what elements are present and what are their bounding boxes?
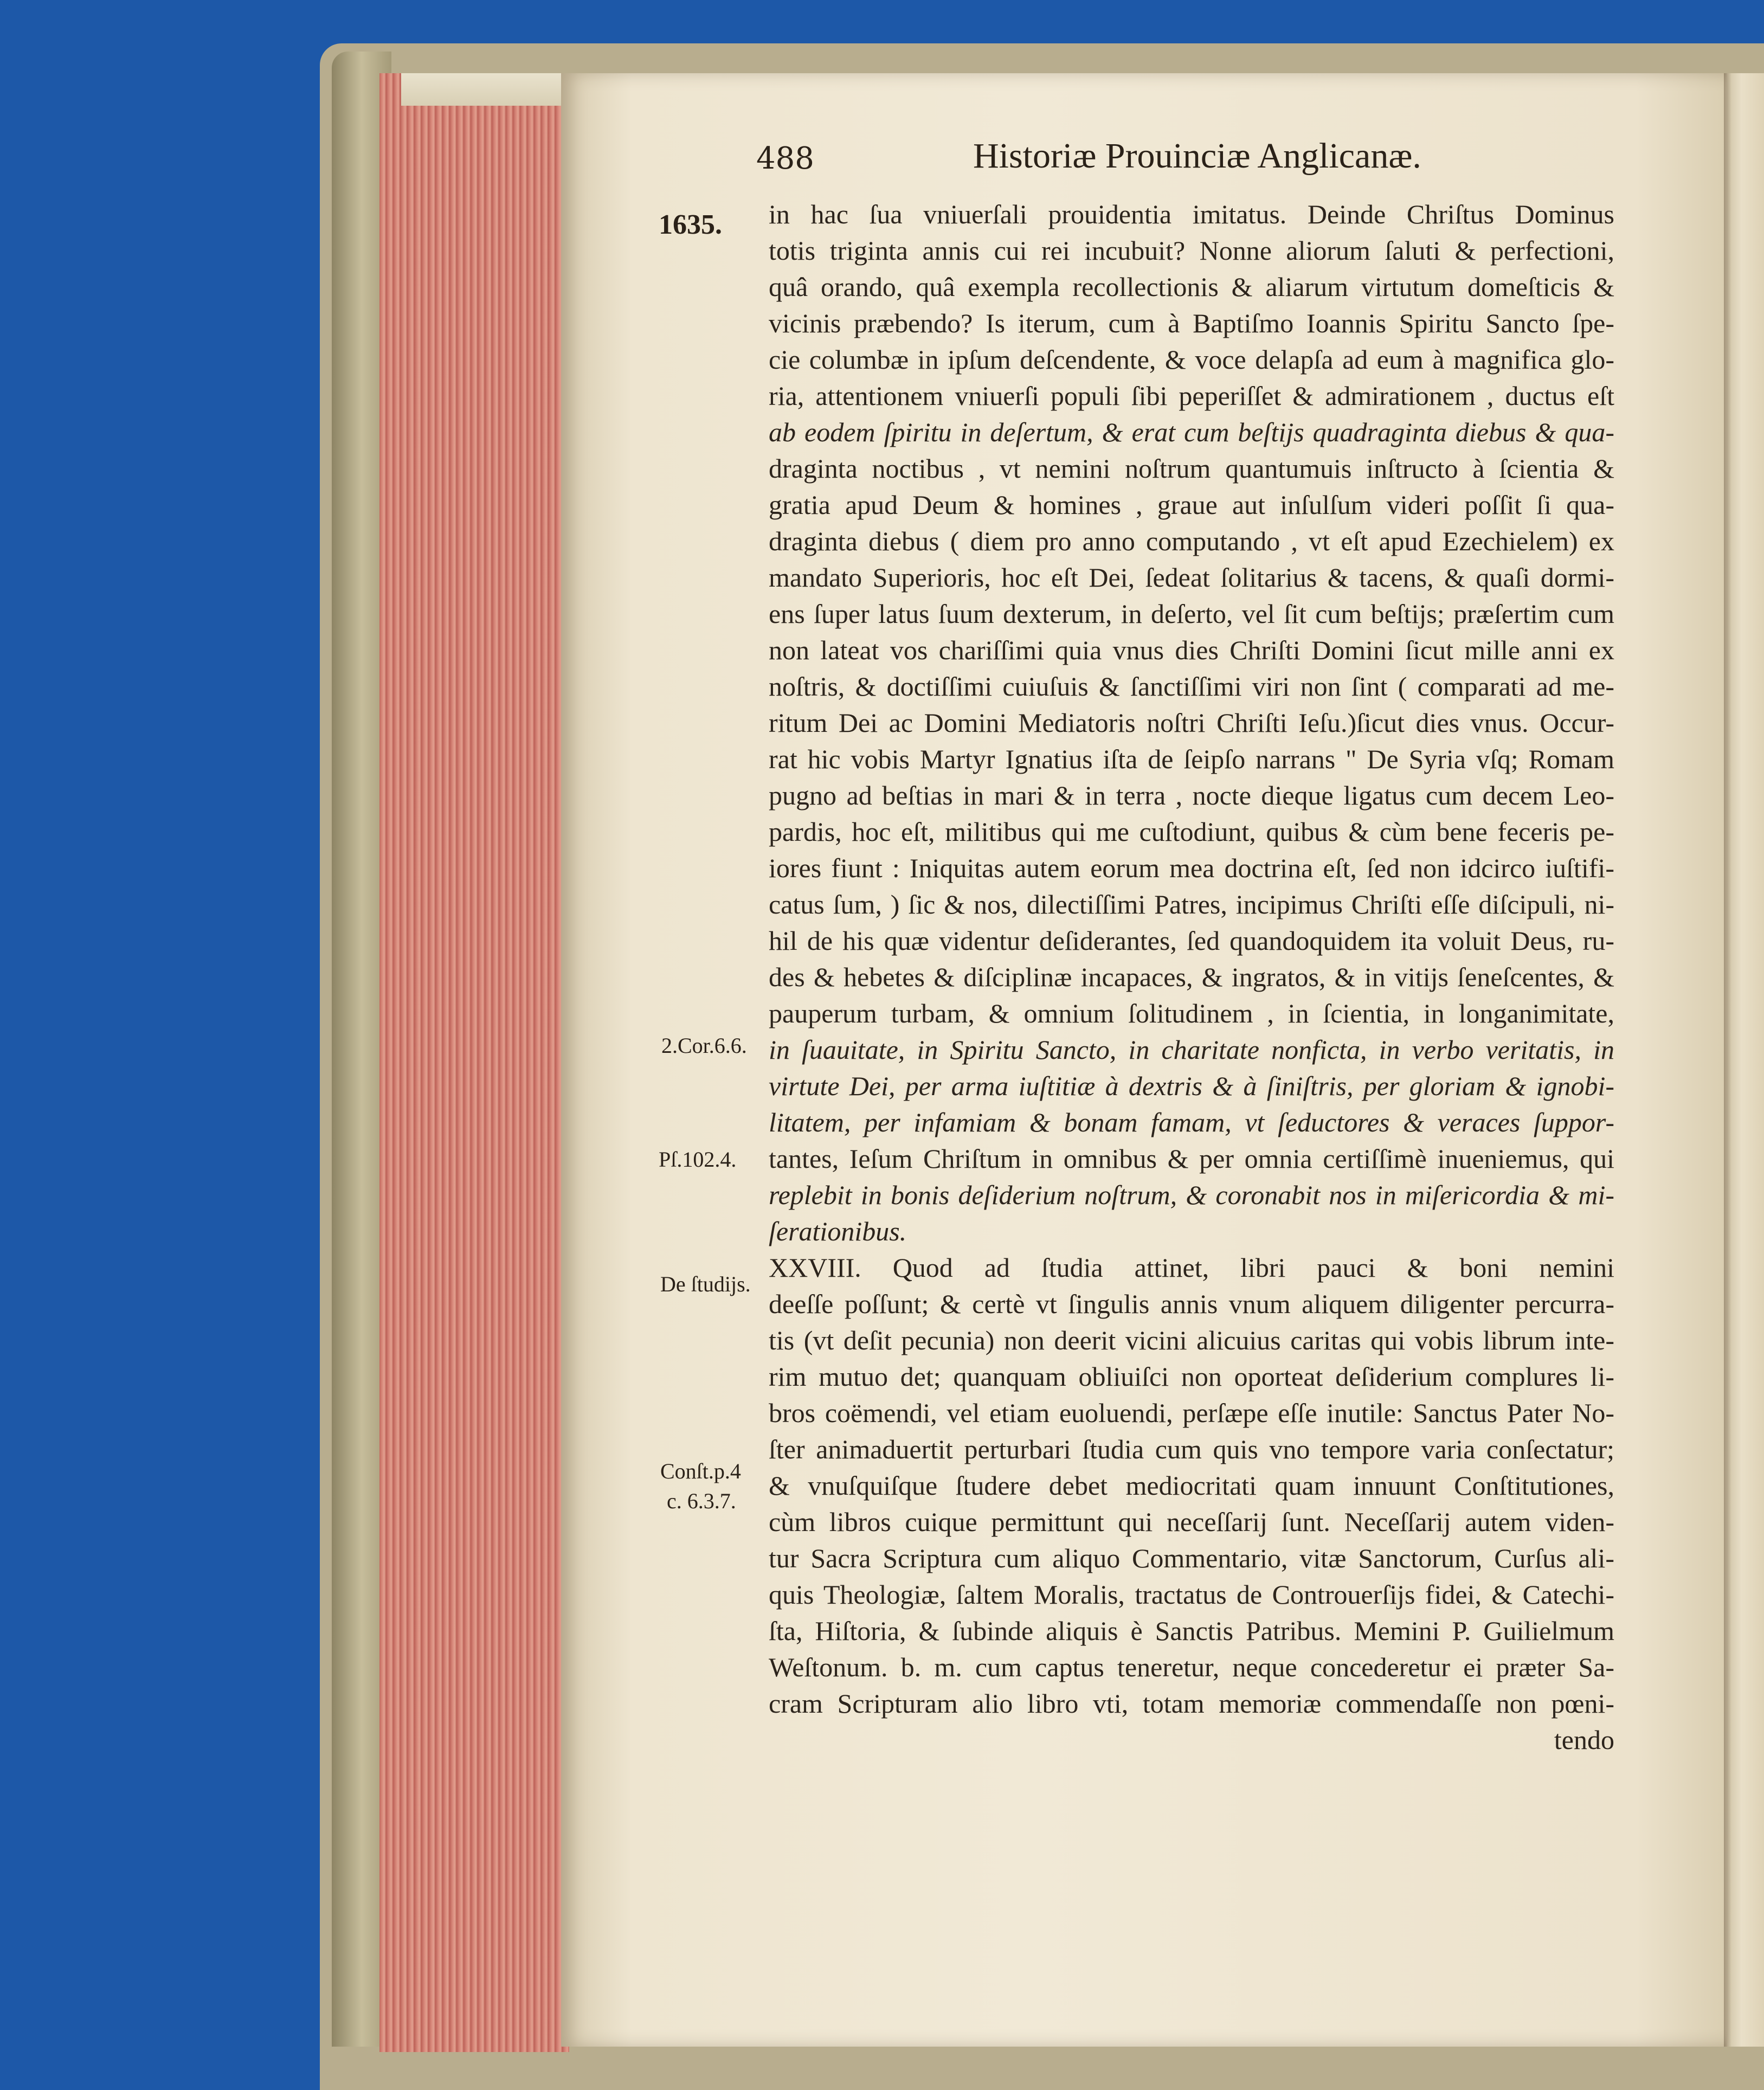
text-line: cram Scripturam alio libro vti, totam memoriæ commendaſſe non pœni- [769, 1688, 1614, 1719]
page-number: 488 [756, 141, 814, 176]
text-line: pugno ad beſtias in mari & in terra , nocte dieque ligatus cum decem Leo- [769, 780, 1614, 811]
text-line: tantes, Ieſum Chriſtum in omnibus & per omnia certiſſimè inueniemus, qui [769, 1143, 1614, 1174]
margin-year: 1635. [659, 209, 722, 240]
margin-note-const-1: Conſt.p.4 [660, 1459, 741, 1483]
text-line: vicinis præbendo? Is iterum, cum à Baptiſmo Ioannis Spiritu Sancto ſpe- [769, 308, 1614, 338]
text-line: cùm libros cuique permittunt qui neceſſarij ſunt. Neceſſarij autem viden- [769, 1507, 1614, 1537]
text-line: totis triginta annis cui rei incubuit? Nonne aliorum ſaluti & perfectioni, [769, 235, 1614, 266]
text-line: ſerationibus. [769, 1216, 907, 1246]
text-line: tis (vt deſit pecunia) non deerit vicini alicuius caritas qui vobis librum inte- [769, 1325, 1614, 1355]
text-line: virtute Dei, per arma iuſtitiæ à dextris & à ſiniſtris, per gloriam & ignobi- [769, 1071, 1614, 1101]
text-line: ritum Dei ac Domini Mediatoris noſtri Chriſti Ieſu.)ſicut dies vnus. Occur- [769, 708, 1614, 738]
catchword: tendo [1554, 1725, 1614, 1755]
margin-note-destudijs: De ſtudijs. [660, 1272, 751, 1296]
body-text [769, 196, 1614, 1758]
text-line: iores fiunt : Iniquitas autem eorum mea doctrina eſt, ſed non idcirco iuſtifi- [769, 853, 1614, 883]
text-line: des & hebetes & diſciplinæ incapaces, & ingratos, & in vitijs ſeneſcentes, & [769, 962, 1614, 992]
text-line: hil de his quæ videntur deſiderantes, ſed quandoquidem ita voluit Deus, ru- [769, 925, 1614, 956]
facing-page-edge [1727, 73, 1764, 2047]
page-edges-top [401, 73, 569, 106]
text-line: litatem, per infamiam & bonam famam, vt ſeductores & veraces ſuppor- [769, 1107, 1614, 1137]
text-line: ſta, Hiſtoria, & ſubinde aliquis è Sanctis Patribus. Memini P. Guilielmum [769, 1616, 1614, 1646]
text-line: Weſtonum. b. m. cum captus teneretur, neque concederetur ei præter Sa- [769, 1652, 1614, 1682]
gutter-shadow [1724, 73, 1731, 2047]
page-edges [379, 73, 569, 2052]
text-line: cie columbæ in ipſum deſcendente, & voce delapſa ad eum à magnifica glo- [769, 344, 1614, 375]
text-line: bros coëmendi, vel etiam euoluendi, perſæpe eſſe inutile: Sanctus Pater No- [769, 1398, 1614, 1428]
running-header [756, 136, 1515, 190]
running-title: Historiæ Prouinciæ Anglicanæ. [973, 136, 1421, 176]
text-line: ria, attentionem vniuerſi populi ſibi peperiſſet & admirationem , ductus eſt [769, 381, 1614, 411]
margin-note-cor: 2.Cor.6.6. [661, 1033, 747, 1058]
text-line: ens ſuper latus ſuum dexterum, in deſerto, vel ſit cum beſtijs; præſertim cum [769, 599, 1614, 629]
text-line: ſter animaduertit perturbari ſtudia cum quis vno tempore varia conſectatur; [769, 1434, 1614, 1464]
text-line: quis Theologiæ, ſaltem Moralis, tractatus de Controuerſijs fidei, & Catechi- [769, 1579, 1614, 1610]
text-line: rat hic vobis Martyr Ignatius iſta de ſeipſo narrans " De Syria vſq; Romam [769, 744, 1614, 774]
text-line: in ſuauitate, in Spiritu Sancto, in charitate nonficta, in verbo veritatis, in [769, 1034, 1614, 1065]
text-line: gratia apud Deum & homines , graue aut inſulſum videri poſſit ſi qua- [769, 490, 1614, 520]
text-line: deeſſe poſſunt; & certè vt ſingulis annis vnum aliquem diligenter percurra- [769, 1289, 1614, 1319]
text-line: draginta noctibus , vt nemini noſtrum quantumuis inſtructo à ſcientia & [769, 453, 1614, 484]
text-line: in hac ſua vniuerſali prouidentia imitatus. Deinde Chriſtus Dominus [769, 199, 1614, 229]
text-line: catus ſum, ) ſic & nos, dilectiſſimi Patres, incipimus Chriſti eſſe diſcipuli, ni- [769, 889, 1614, 919]
text-line: ab eodem ſpiritu in deſertum, & erat cum beſtijs quadraginta diebus & qua- [769, 417, 1614, 447]
text-line: non lateat vos chariſſimi quia vnus dies Chriſti Domini ſicut mille anni ex [769, 635, 1614, 665]
text-line: tur Sacra Scriptura cum aliquo Commentario, vitæ Sanctorum, Curſus ali- [769, 1543, 1614, 1573]
text-line: rim mutuo det; quanquam obliuiſci non oporteat deſiderium complures li- [769, 1361, 1614, 1392]
margin-note-const-2: c. 6.3.7. [667, 1489, 736, 1513]
text-line: noſtris, & doctiſſimi cuiuſuis & ſanctiſſimi viri non ſint ( comparati ad me- [769, 671, 1614, 702]
text-line: pardis, hoc eſt, militibus qui me cuſtodiunt, quibus & cùm bene feceris pe- [769, 816, 1614, 847]
text-line: replebit in bonis deſiderium noſtrum, & coronabit nos in miſericordia & mi- [769, 1180, 1614, 1210]
text-line: quâ orando, quâ exempla recollectionis & aliarum virtutum domeſticis & [769, 272, 1614, 302]
text-line: & vnuſquiſque ſtudere debet mediocritati quam innuunt Conſtitutiones, [769, 1470, 1614, 1501]
text-line: pauperum turbam, & omnium ſolitudinem , in ſcientia, in longanimitate, [769, 998, 1614, 1028]
text-line: mandato Superioris, hoc eſt Dei, ſedeat ſolitarius & tacens, & quaſi dormi- [769, 562, 1614, 593]
section-heading-line: XXVIII. Quod ad ſtudia attinet, libri pauci & boni nemini [769, 1252, 1614, 1283]
text-line: draginta diebus ( diem pro anno computando , vt eſt apud Ezechielem) ex [769, 526, 1614, 556]
margin-note-ps: Pſ.102.4. [659, 1147, 737, 1172]
